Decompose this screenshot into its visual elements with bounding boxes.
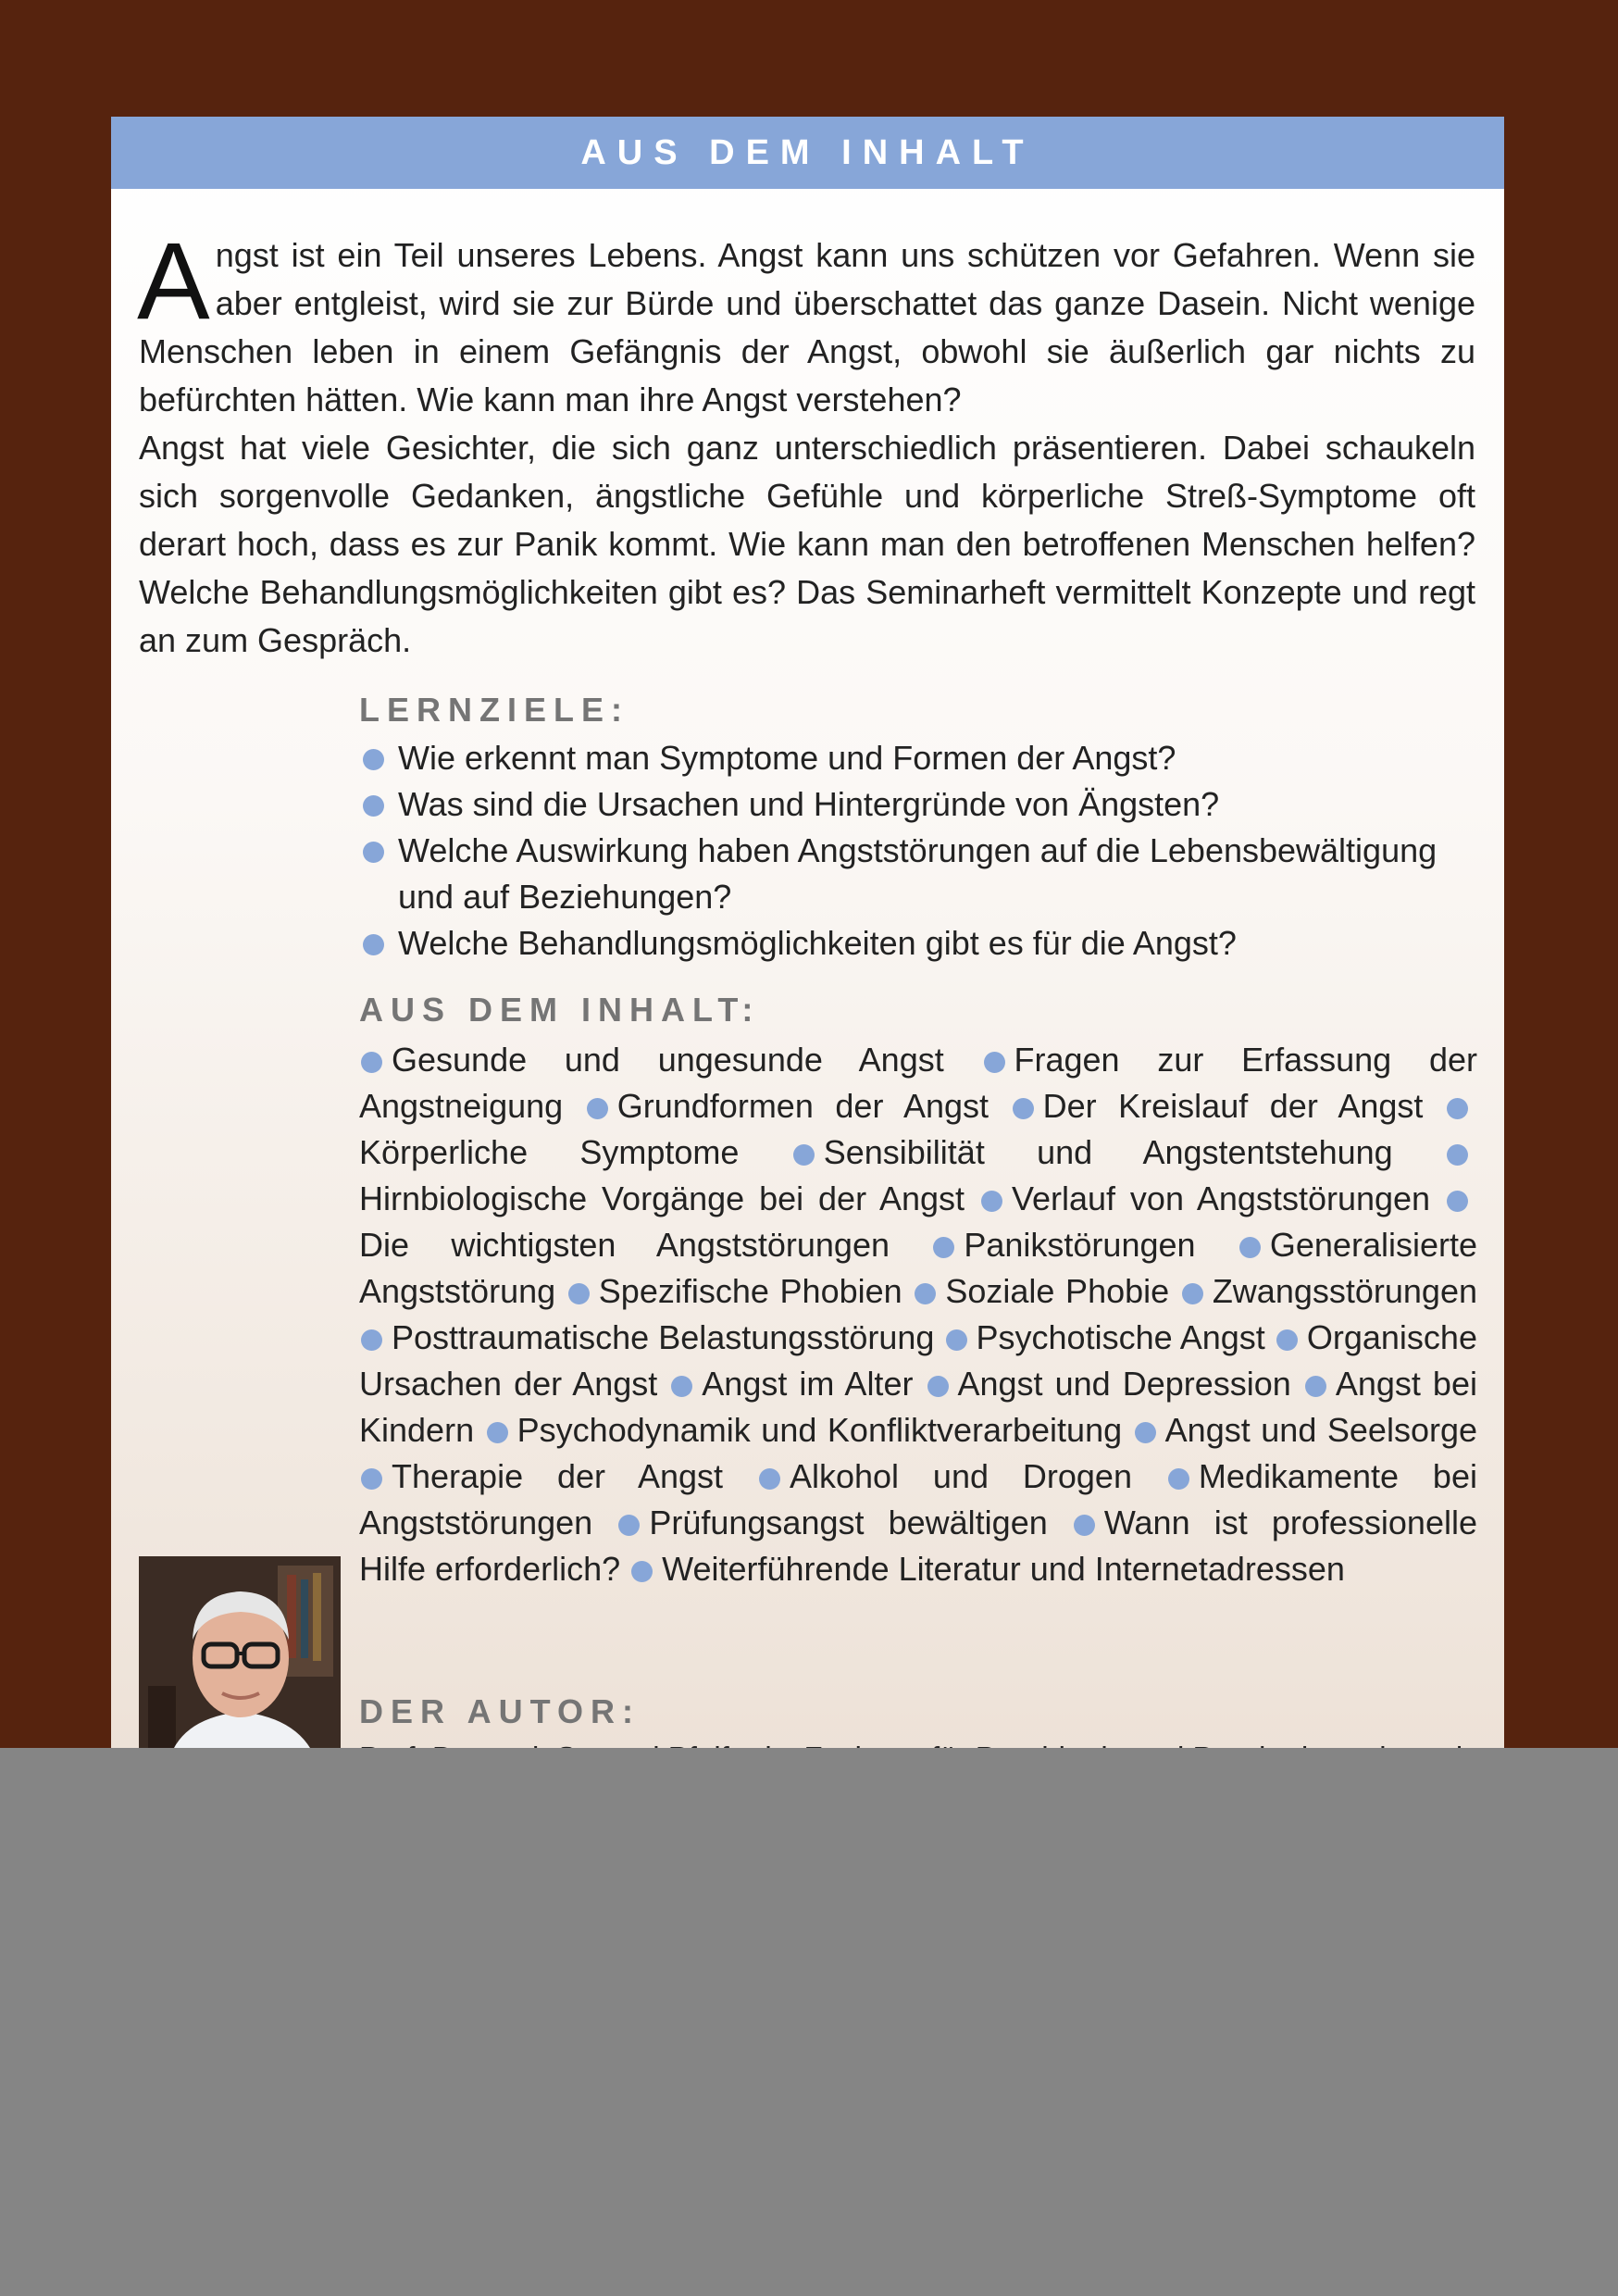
inhalt-item: Angst und Seelsorge xyxy=(1164,1411,1477,1449)
inhalt-section xyxy=(359,989,1477,1592)
list-item xyxy=(359,735,1477,781)
inhalt-item: Wann ist professionelle Hilfe erforderlich? xyxy=(359,1504,1477,1588)
bullet-dot-icon xyxy=(1135,1422,1156,1443)
inhalt-item: Organische Ursachen der Angst xyxy=(359,1318,1477,1403)
list-item xyxy=(359,920,1477,967)
bullet-dot-icon xyxy=(1239,1237,1261,1258)
intro-paragraph-1 xyxy=(137,220,1475,424)
list-item-text: Wie erkennt man Symptome und Formen der Angst? xyxy=(398,739,1176,777)
bullet-dot-icon xyxy=(759,1468,780,1490)
list-item xyxy=(359,828,1477,920)
bullet-dot-icon xyxy=(568,1283,590,1304)
bullet-dot-icon xyxy=(1276,1329,1298,1351)
bullet-dot-icon xyxy=(587,1098,608,1119)
inhalt-item: Die wichtigsten Angststörungen xyxy=(359,1226,890,1264)
inhalt-item: Psychodynamik und Konfliktverarbeitung xyxy=(517,1411,1123,1449)
lernziele-section xyxy=(359,689,1477,967)
bullet-dot-icon xyxy=(981,1191,1002,1212)
autor-title: DER AUTOR: xyxy=(359,1692,641,1730)
lernziele-title: LERNZIELE: xyxy=(359,691,629,729)
bullet-dot-icon xyxy=(915,1283,936,1304)
inhalt-title: AUS DEM INHALT: xyxy=(359,991,761,1029)
inhalt-item: Spezifische Phobien xyxy=(598,1272,902,1310)
inhalt-item: Alkohol und Drogen xyxy=(789,1457,1132,1495)
bullet-dot-icon xyxy=(363,795,384,817)
cover-panel xyxy=(111,117,1504,1829)
bullet-dot-icon xyxy=(933,1237,954,1258)
list-item-text: Was sind die Ursachen und Hintergründe von Ängsten? xyxy=(398,785,1220,823)
bullet-dot-icon xyxy=(1182,1283,1203,1304)
bullet-dot-icon xyxy=(361,1052,382,1073)
drop-cap: A xyxy=(137,220,210,343)
inhalt-item: Hirnbiologische Vorgänge bei der Angst xyxy=(359,1179,965,1217)
inhalt-item: Der Kreislauf der Angst xyxy=(1042,1087,1424,1125)
section-header xyxy=(111,117,1504,189)
inhalt-item: Angst bei Kindern xyxy=(359,1365,1477,1449)
intro-text xyxy=(137,220,1475,665)
bullet-dot-icon xyxy=(361,1468,382,1490)
inhalt-item: Verlauf von Angststörungen xyxy=(1011,1179,1431,1217)
lernziele-list xyxy=(359,735,1477,967)
inhalt-list xyxy=(359,1037,1477,1592)
inhalt-item: Weiterführende Literatur und Internetadressen xyxy=(662,1550,1345,1588)
inhalt-item: Fragen zur Erfassung der Angstneigung xyxy=(359,1041,1477,1125)
bullet-dot-icon xyxy=(946,1329,967,1351)
inhalt-item: Körperliche Symptome xyxy=(359,1133,740,1171)
bullet-dot-icon xyxy=(631,1561,653,1582)
bullet-dot-icon xyxy=(793,1144,815,1166)
intro-paragraph-2: Angst hat viele Gesichter, die sich ganz unterschiedlich präsentieren. Dabei schaukeln sich sorgenvolle Gedanken, ängstliche Gefühle und körperliche Streß-Symptome oft derart hoch, dass es zur Panik kommt. Wie kann man den betroffenen Menschen helfen? Welche Behandlungsmöglichkeiten gibt es? Das Seminarheft vermittelt Konzepte und regt an zum Gespräch. xyxy=(139,429,1475,659)
inhalt-item: Psychotische Angst xyxy=(976,1318,1265,1356)
inhalt-item: Medikamente bei Angststörungen xyxy=(359,1457,1477,1541)
bullet-dot-icon xyxy=(618,1515,640,1536)
header-title: AUS DEM INHALT xyxy=(580,132,1035,172)
bullet-dot-icon xyxy=(361,1329,382,1351)
gray-overlay xyxy=(0,1748,1618,2296)
list-item-text: Welche Auswirkung haben Angststörungen auf die Lebensbewältigung und auf Beziehungen? xyxy=(398,831,1438,916)
list-item xyxy=(359,781,1477,828)
bullet-dot-icon xyxy=(363,934,384,955)
bullet-dot-icon xyxy=(984,1052,1005,1073)
inhalt-item: Prüfungsangst bewältigen xyxy=(649,1504,1048,1541)
author-photo xyxy=(139,1556,341,1769)
bullet-dot-icon xyxy=(1168,1468,1189,1490)
inhalt-item: Sensibilität und Angstentstehung xyxy=(823,1133,1393,1171)
list-item-text: Welche Behandlungsmöglichkeiten gibt es für die Angst? xyxy=(398,924,1237,962)
inhalt-item: Grundformen der Angst xyxy=(616,1087,989,1125)
inhalt-item: Zwangsstörungen xyxy=(1212,1272,1477,1310)
inhalt-item: Generalisierte Angststörung xyxy=(359,1226,1477,1310)
intro-paragraph-1-text: ngst ist ein Teil unseres Lebens. Angst kann uns schützen vor Gefahren. Wenn sie aber entgleist, wird sie zur Bürde und überschattet das ganze Dasein. Nicht wenige Menschen leben in einem Gefängnis der Angst, obwohl sie äußerlich gar nichts zu befürchten hätten. Wie kann man ihre Angst verstehen? xyxy=(139,236,1475,418)
inhalt-item: Gesunde und ungesunde Angst xyxy=(392,1041,944,1079)
inhalt-item: Soziale Phobie xyxy=(945,1272,1170,1310)
inhalt-item: Panikstörungen xyxy=(964,1226,1196,1264)
bullet-dot-icon xyxy=(1305,1376,1326,1397)
bullet-dot-icon xyxy=(487,1422,508,1443)
bullet-dot-icon xyxy=(1447,1098,1468,1119)
bullet-dot-icon xyxy=(671,1376,692,1397)
bullet-dot-icon xyxy=(1074,1515,1095,1536)
inhalt-item: Therapie der Angst xyxy=(392,1457,724,1495)
inhalt-item: Posttraumatische Belastungsstörung xyxy=(392,1318,935,1356)
bullet-dot-icon xyxy=(927,1376,949,1397)
bullet-dot-icon xyxy=(1447,1144,1468,1166)
inhalt-item: Angst im Alter xyxy=(702,1365,914,1403)
bullet-dot-icon xyxy=(1013,1098,1034,1119)
bullet-dot-icon xyxy=(363,749,384,770)
bullet-dot-icon xyxy=(363,842,384,863)
author-portrait-icon xyxy=(139,1556,341,1769)
bullet-dot-icon xyxy=(1447,1191,1468,1212)
inhalt-item: Angst und Depression xyxy=(957,1365,1291,1403)
